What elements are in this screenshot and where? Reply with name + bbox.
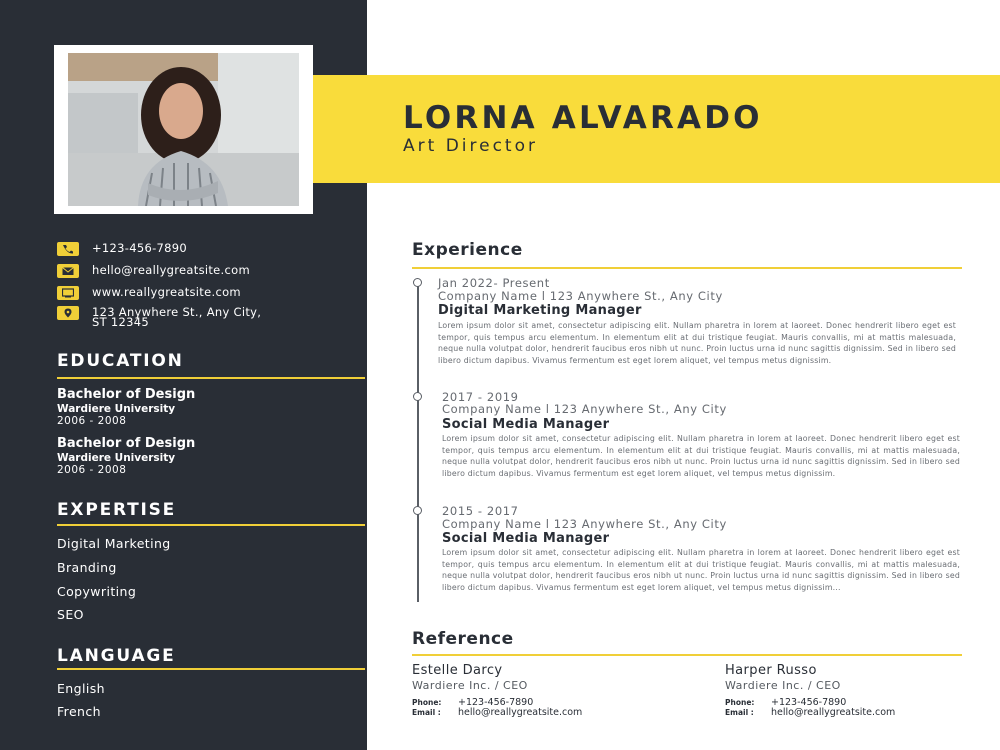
expertise-item: Digital Marketing [57,536,171,551]
job-company: Company Name l 123 Anywhere St., Any City [438,289,723,303]
job-date: 2017 - 2019 [442,390,519,404]
education-divider [57,377,365,379]
education-years: 2006 - 2008 [57,464,127,476]
contact-address-line1: 123 Anywhere St., Any City, [92,305,262,319]
contact-address-line2: ST 12345 [92,315,149,329]
expertise-divider [57,524,365,526]
education-years: 2006 - 2008 [57,415,127,427]
reference-phone-value: +123-456-7890 [458,697,534,708]
profile-name: LORNA ALVARADO [403,100,763,136]
education-heading: EDUCATION [57,351,184,371]
language-item: English [57,681,105,696]
job-date: 2015 - 2017 [442,504,519,518]
reference-heading: Reference [412,629,514,649]
timeline-dot [413,506,422,515]
expertise-item: SEO [57,607,84,622]
reference-email-value: hello@reallygreatsite.com [458,707,583,718]
reference-email [725,707,895,718]
reference-name: Estelle Darcy [412,663,503,678]
language-heading: LANGUAGE [57,646,176,666]
job-title: Digital Marketing Manager [438,303,642,318]
reference-email [412,707,582,718]
job-title: Social Media Manager [442,531,610,546]
timeline-dot [413,392,422,401]
language-divider [57,668,365,670]
job-description: Lorem ipsum dolor sit amet, consectetur adipiscing elit. Nullam pharetra in lorem at laoreet. Donec hendrerit libero eget est tempor, quis tempus arcu elementum. In elementum elit at dui tristique feugiat. Mauris convallis, mi at mattis malesuada, neque nulla volutpat dolor, hendrerit faucibus eros nibh ut nunc. Proin luctus urna id nunc sagittis dignissim. Sed in libero sed libero dictum dapibus. Vivamus fermentum est eget lorem aliquet, vel tempus metus dignissim... [442,548,960,592]
reference-email-label: Email : [412,708,441,717]
profile-photo-frame [54,45,313,214]
reference-divider [412,654,962,656]
language-item: French [57,704,101,719]
job-company: Company Name l 123 Anywhere St., Any City [442,517,727,531]
reference-email-value: hello@reallygreatsite.com [771,707,896,718]
contact-website-text: www.reallygreatsite.com [92,285,241,299]
sidebar [0,0,367,750]
job-description: Lorem ipsum dolor sit amet, consectetur adipiscing elit. Nullam pharetra in lorem at laoreet. Donec hendrerit libero eget est tempor, quis tempus arcu elementum. In elementum elit at dui tristique feugiat. Mauris convallis, mi at mattis malesuada, neque nulla volutpat dolor, hendrerit faucibus eros nibh ut nunc. Proin luctus urna id nunc sagittis dignissim. Sed in libero sed libero dictum dapibus. Vivamus fermentum est eget lorem aliquet, vel tempus metus dignissim. [438,321,956,365]
location-icon [57,306,79,320]
web-icon [57,286,79,300]
experience-divider [412,267,962,269]
phone-icon [57,242,79,256]
reference-org: Wardiere Inc. / CEO [725,679,841,692]
job-description: Lorem ipsum dolor sit amet, consectetur adipiscing elit. Nullam pharetra in lorem at laoreet. Donec hendrerit libero eget est tempor, quis tempus arcu elementum. In elementum elit at dui tristique feugiat. Mauris convallis, mi at mattis malesuada, neque nulla volutpat dolor, hendrerit faucibus eros nibh ut nunc. Proin luctus urna id nunc sagittis dignissim. Sed in libero sed libero dictum dapibus. Vivamus fermentum est eget lorem aliquet, vel tempus metus dignissim. [442,434,960,478]
education-university: Wardiere University [57,403,176,415]
expertise-item: Copywriting [57,584,137,599]
timeline-dot [413,278,422,287]
job-title: Social Media Manager [442,417,610,432]
expertise-item: Branding [57,560,117,575]
education-degree: Bachelor of Design [57,436,196,451]
job-company: Company Name l 123 Anywhere St., Any City [442,402,727,416]
reference-email-label: Email : [725,708,754,717]
profile-photo [68,53,299,206]
job-date: Jan 2022- Present [438,276,550,290]
reference-phone-value: +123-456-7890 [771,697,847,708]
experience-timeline [417,282,419,602]
education-degree: Bachelor of Design [57,387,196,402]
reference-org: Wardiere Inc. / CEO [412,679,528,692]
reference-name: Harper Russo [725,663,817,678]
reference-phone-label: Phone: [725,698,755,707]
reference-phone-label: Phone: [412,698,442,707]
expertise-heading: EXPERTISE [57,500,177,520]
contact-email-text: hello@reallygreatsite.com [92,263,250,277]
mail-icon [57,264,79,278]
education-university: Wardiere University [57,452,176,464]
profile-role: Art Director [403,136,538,156]
contact-phone-text: +123-456-7890 [92,241,188,255]
experience-heading: Experience [412,240,523,260]
